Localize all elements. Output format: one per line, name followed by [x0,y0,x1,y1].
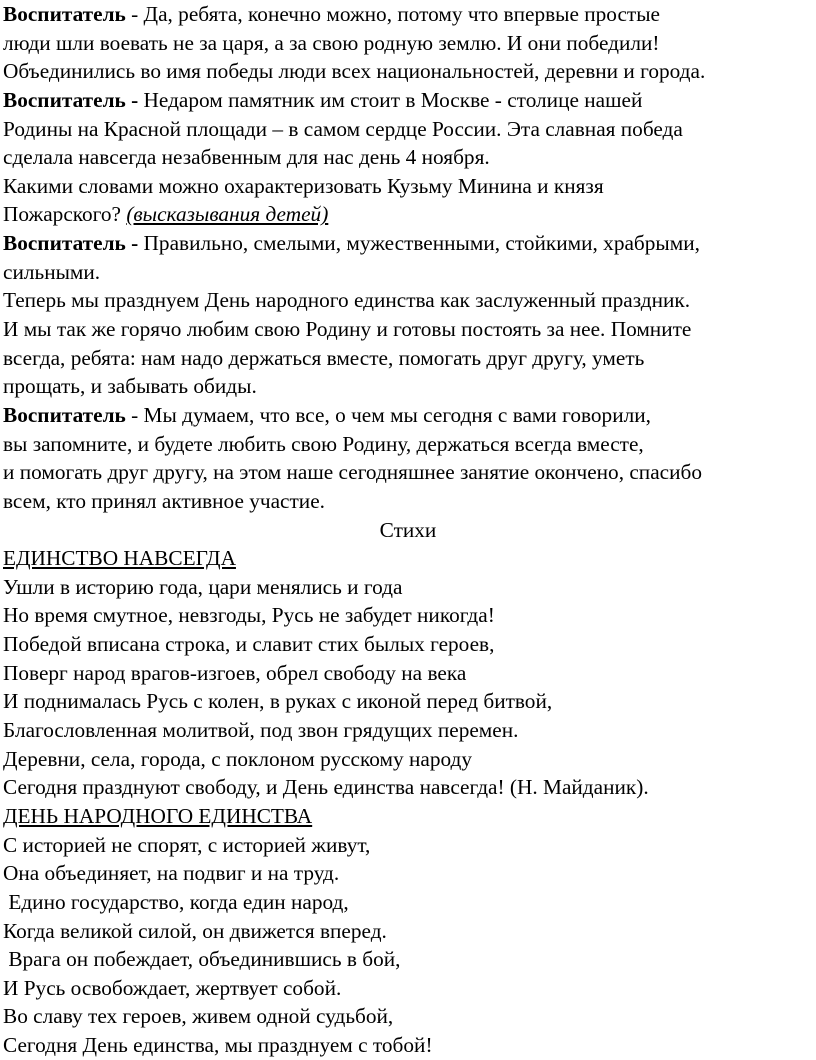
poem [0,544,816,802]
text-line: Воспитатель - Правильно, смелыми, мужественными, стойкими, храбрыми, [3,231,700,256]
poem-line: Врага он побеждает, объединившись в бой, [3,947,401,972]
poem-line: И поднималась Русь с колен, в руках с иконой перед битвой, [3,689,553,714]
poem-line: Во славу тех героев, живем одной судьбой, [3,1004,394,1029]
text-line: вы запомните, и будете любить свою Родину, держаться всегда вместе, [3,431,644,456]
poem-line: Она объединяет, на подвиг и на труд. [3,861,340,886]
poem-line: И Русь освобождает, жертвует собой. [3,975,342,1000]
text-line: сильными. [3,259,101,284]
text-line: И мы так же горячо любим свою Родину и готовы постоять за нее. Помните [3,317,692,342]
poem-title: ЕДИНСТВО НАВСЕГДА [3,546,236,571]
text-line: Теперь мы празднуем День народного единства как заслуженный праздник. [3,288,691,313]
text-line: Воспитатель - Да, ребята, конечно можно, потому что впервые простые [3,2,660,26]
text-line: Родины на Красной площади – в самом сердце России. Эта славная победа [3,116,683,141]
poem-line: Но время смутное, невзгоды, Русь не забудет никогда! [3,603,495,628]
dialog-paragraph [0,401,816,516]
poem-line: Победой вписана строка, и славит стих былых героев, [3,632,495,657]
poem-line: Едино государство, когда един народ, [3,889,349,914]
poem-line: Поверг народ врагов-изгоев, обрел свободу на века [3,660,467,685]
text-line: всем, кто принял активное участие. [3,488,325,513]
text-line: Какими словами можно охарактеризовать Кузьму Минина и князя [3,173,604,198]
speaker-label: Воспитатель - [3,87,139,112]
poem-line: Ушли в историю года, цари менялись и года [3,574,403,599]
dialog-paragraph [0,229,816,401]
speaker-label: Воспитатель - [3,231,139,256]
speaker-label: Воспитатель [3,402,126,427]
stage-note: (высказывания детей) [126,202,329,227]
poem-title: ДЕНЬ НАРОДНОГО ЕДИНСТВА [3,803,313,828]
poem-line: Сегодня празднуют свободу, и День единства навсегда! (Н. Майданик). [3,775,649,800]
dialog-paragraph [0,86,816,229]
text-line: прощать, и забывать обиды. [3,374,257,399]
text-line: люди шли воевать не за царя, а за свою родную землю. И они победили! [3,30,660,55]
poem-line: Когда великой силой, он движется вперед. [3,918,387,943]
poem-line: Сегодня День единства, мы празднуем с тобой! [3,1033,433,1058]
speaker-label: Воспитатель [3,2,126,26]
poem-line: Деревни, села, города, с поклоном русскому народу [3,746,472,771]
text-line: и помогать друг другу, на этом наше сегодняшнее занятие окончено, спасибо [3,460,702,485]
text-line: сделала навсегда незабвенным для нас день 4 ноября. [3,145,490,170]
text-line: Объединились во имя победы люди всех национальностей, деревни и города. [3,59,706,84]
poem-line: Благословленная молитвой, под звон грядущих перемен. [3,718,519,743]
dialog-paragraph [0,0,816,86]
text-line: Воспитатель - Недаром памятник им стоит в Москве - столице нашей [3,87,643,112]
poem-line: С историей не спорят, с историей живут, [3,832,371,857]
poem [0,802,816,1060]
section-title: Стихи [379,517,437,542]
text-line: Пожарского? (высказывания детей) [3,202,329,227]
text-line: всегда, ребята: нам надо держаться вместе, помогать друг другу, уметь [3,345,645,370]
text-line: Воспитатель - Мы думаем, что все, о чем мы сегодня с вами говорили, [3,402,651,427]
